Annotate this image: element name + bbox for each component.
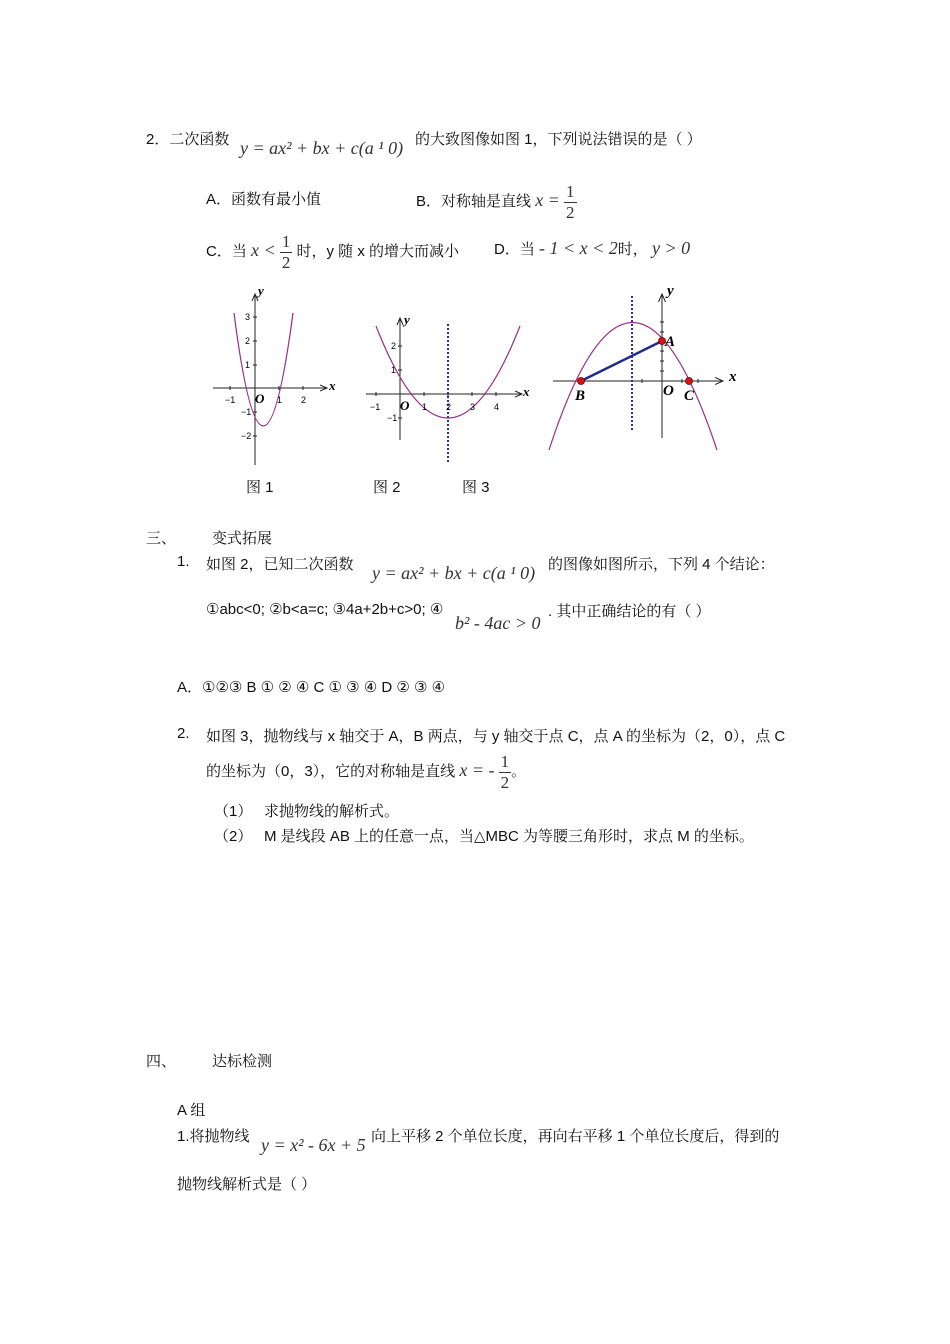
- s3-q1-statements-suffix: . 其中正确结论的有（ ）: [548, 603, 711, 620]
- s3-q1-discriminant: b² - 4ac > 0: [455, 613, 541, 633]
- s3-q2-line2-suffix: 。: [511, 763, 527, 780]
- q2-suffix: 的大致图像如图 1，下列说法错误的是（ ）: [415, 131, 702, 148]
- s3-q2-line1: 如图 3，抛物线与 x 轴交于 A，B 两点，与 y 轴交于点 C，点 A 的坐标为（2，0），点 C: [206, 728, 786, 745]
- s3-q1-formula: y = ax² + bx + c(a ¹ 0): [372, 563, 536, 583]
- s3-q1-choices: A．①②③ B ① ② ④ C ① ③ ④ D ② ③ ④: [177, 679, 446, 696]
- s3-q2-number: 2.: [177, 725, 190, 742]
- s3-q2-sub1-number: （1）: [214, 803, 253, 820]
- q2-formula: y = ax² + bx + c(a ¹ 0): [240, 138, 404, 158]
- x-axis-label: x: [523, 384, 530, 399]
- q2-option-c: [206, 228, 459, 274]
- x-tick-label: 2: [301, 395, 307, 405]
- q2-option-d: [494, 238, 690, 259]
- x-tick-label: 1: [422, 402, 428, 412]
- q2-option-d-formula: - 1 < x < 2: [539, 238, 618, 258]
- origin-label: O: [400, 398, 410, 413]
- s4-q1-formula: y = x² - 6x + 5: [261, 1135, 366, 1155]
- figure-2-caption: 图 2: [373, 479, 401, 496]
- s4-q1-line2: 抛物线解析式是（ ）: [177, 1176, 317, 1193]
- figure-3: [545, 278, 755, 458]
- y-tick-label: −1: [387, 413, 398, 423]
- s3-q1-number: 1.: [177, 553, 190, 570]
- label-c: C: [684, 388, 695, 404]
- q2-option-d-mid: 时，: [617, 241, 648, 258]
- s3-q2-line2-prefix: 的坐标为（0，3），它的对称轴是直线: [206, 763, 456, 780]
- y-tick-label: 1: [391, 365, 397, 375]
- s3-q1-suffix: 的图像如图所示，下列 4 个结论：: [548, 556, 775, 573]
- section-3-title: 变式拓展: [212, 530, 273, 547]
- s3-q2-line2-var: x = -: [459, 760, 495, 780]
- y-tick-label: 1: [245, 360, 251, 370]
- q2-option-c-suffix: 时，y 随 x 的增大而减小: [296, 243, 460, 260]
- figure-3-caption: 图 3: [462, 479, 490, 496]
- q2-option-b: [416, 178, 577, 224]
- s3-q2-sub2-text: M 是线段 AB 上的任意一点，当△MBC 为等腰三角形时，求点 M 的坐标。: [264, 828, 754, 845]
- label-b: B: [575, 388, 586, 404]
- group-a-label: A 组: [177, 1102, 206, 1119]
- figure-2: [360, 310, 540, 470]
- section-3-number: 三、: [146, 530, 177, 547]
- q2-option-b-var: x =: [535, 190, 560, 210]
- q2-option-a: A．函数有最小值: [206, 191, 322, 208]
- x-tick-label: 1: [277, 395, 283, 405]
- q2-number: 2．: [146, 131, 170, 148]
- y-axis-label: y: [258, 283, 264, 298]
- origin-label: O: [663, 383, 674, 399]
- figure-1: [205, 280, 345, 470]
- q2-option-b-frac: [564, 182, 577, 223]
- x-tick-label: 3: [470, 402, 476, 412]
- x-tick-label: −1: [370, 402, 381, 412]
- x-tick-label: 4: [494, 402, 500, 412]
- y-tick-label: 2: [391, 341, 397, 351]
- q2-line: [146, 128, 229, 149]
- s4-q1-suffix: 向上平移 2 个单位长度，再向右平移 1 个单位长度后，得到的: [371, 1128, 780, 1145]
- s3-q1-prefix: 如图 2，已知二次函数: [206, 556, 354, 573]
- y-tick-label: 2: [245, 336, 251, 346]
- tick-marks: [230, 317, 303, 436]
- y-tick-label: −1: [241, 407, 252, 417]
- section-4-number: 四、: [146, 1053, 177, 1070]
- y-axis-label: y: [404, 312, 410, 327]
- section-4-title: 达标检测: [212, 1053, 273, 1070]
- tick-marks: [376, 346, 496, 418]
- q2-option-d-text: D．当: [494, 241, 535, 258]
- q2-prefix: 二次函数: [169, 131, 230, 148]
- q2-option-c-text: C．当: [206, 243, 247, 260]
- q2-option-c-frac: [280, 232, 293, 273]
- x-tick-label: 2: [446, 402, 452, 412]
- frac-numerator: 1: [281, 231, 291, 251]
- frac-denominator: 2: [500, 772, 510, 792]
- x-axis-label: x: [329, 378, 336, 393]
- figure-1-caption: 图 1: [246, 479, 274, 496]
- x-tick-label: −1: [225, 395, 236, 405]
- point-b: [578, 378, 585, 385]
- frac-denominator: 2: [281, 252, 291, 272]
- origin-label: O: [255, 391, 265, 406]
- point-c: [686, 378, 693, 385]
- x-axis-label: x: [729, 369, 737, 385]
- y-tick-label: −2: [241, 431, 252, 441]
- q2-option-d-formula2: y > 0: [651, 238, 691, 258]
- tick-marks: [642, 322, 698, 383]
- label-a: A: [665, 334, 676, 350]
- frac-numerator: 1: [500, 751, 510, 771]
- y-axis-label: y: [667, 283, 674, 299]
- s3-q2-sub1-text: 求抛物线的解析式。: [264, 803, 400, 820]
- segment-ba: [581, 341, 662, 381]
- frac-numerator: 1: [566, 181, 575, 201]
- s4-q1-prefix: 1.将抛物线: [177, 1128, 250, 1145]
- y-tick-label: 3: [245, 312, 251, 322]
- s3-q2-sub2-number: （2）: [214, 828, 253, 845]
- s3-q2-line2-frac: [499, 752, 512, 793]
- frac-denominator: 2: [566, 202, 575, 222]
- q2-option-c-var: x <: [251, 240, 276, 260]
- s3-q1-statements: ①abc<0; ②b<a=c; ③4a+2b+c>0; ④: [206, 601, 444, 618]
- s3-q2-line2: [206, 748, 526, 794]
- q2-option-b-text: B．对称轴是直线: [416, 193, 532, 210]
